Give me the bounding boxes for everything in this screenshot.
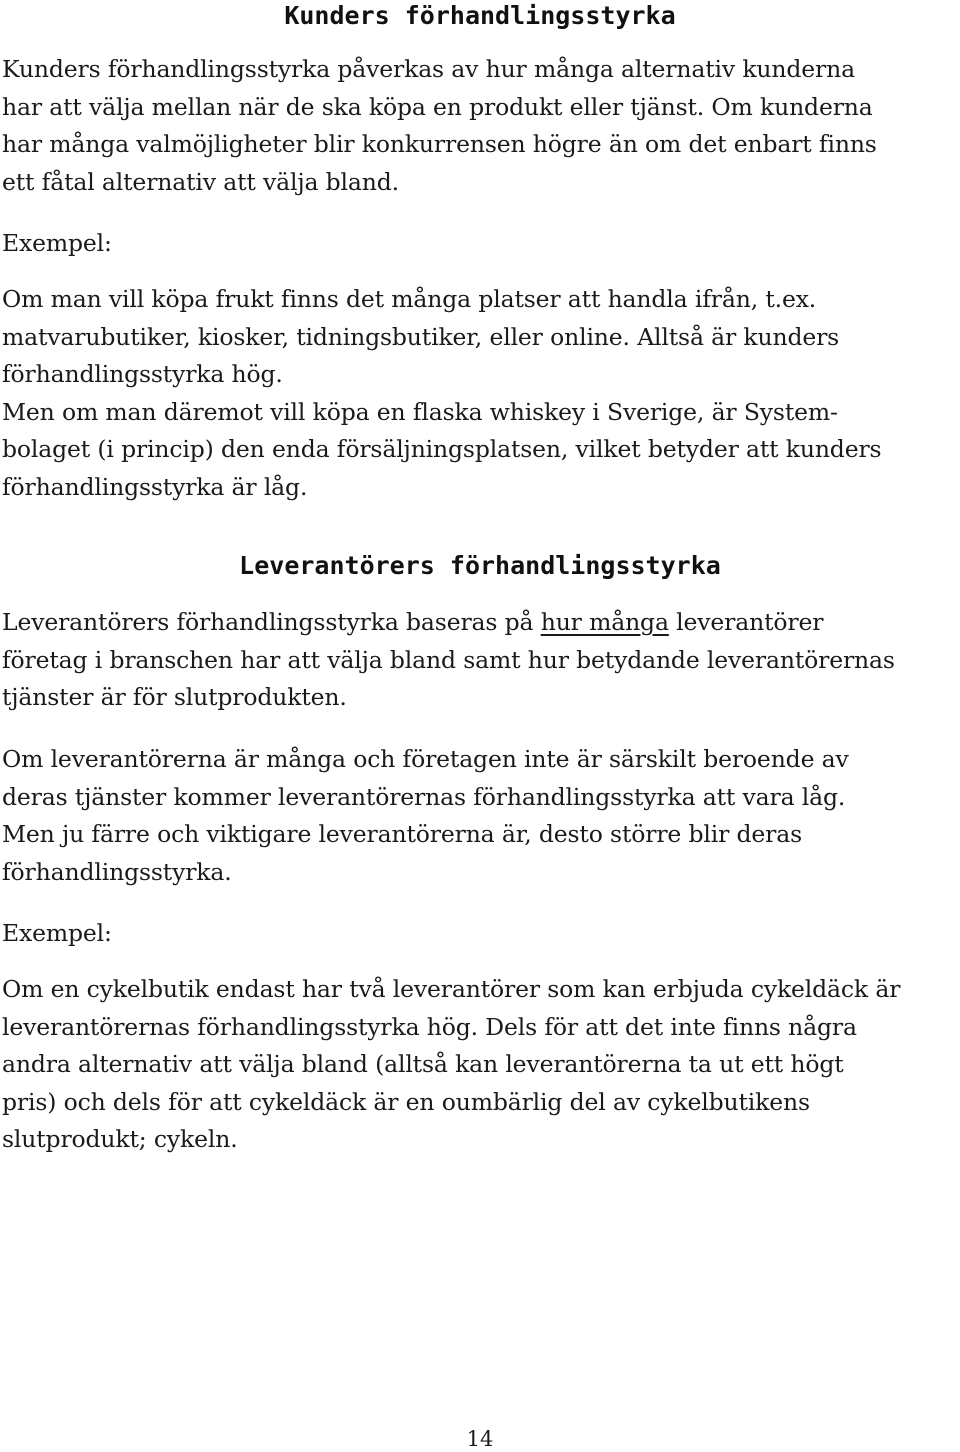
text-line: bolaget (i princip) den enda försäljningsplatsen, vilket betyder att kunders: [2, 435, 882, 464]
text-segment: Leverantörers förhandlingsstyrka baseras på: [2, 608, 541, 636]
example-label-text: Exempel:: [2, 919, 112, 947]
text-line: Om en cykelbutik endast har två leverantörer som kan erbjuda cykeldäck är: [2, 975, 901, 1003]
text-line: har många valmöjligheter blir konkurrensen högre än om det enbart finns: [2, 130, 877, 159]
page-number: 14: [466, 1427, 494, 1451]
paragraph-customer-intro: [2, 51, 957, 201]
text-line: ett fåtal alternativ att välja bland.: [2, 167, 399, 196]
text-line: förhandlingsstyrka.: [2, 857, 232, 886]
text-line: [2, 604, 957, 642]
text-line: deras tjänster kommer leverantörernas förhandlingsstyrka att vara låg.: [2, 782, 846, 811]
text-line: Om man vill köpa frukt finns det många platser att handla ifrån, t.ex.: [2, 285, 817, 313]
text-line: leverantörernas förhandlingsstyrka hög. Dels för att det inte finns några: [2, 1012, 857, 1041]
section-heading-customers: Kunders förhandlingsstyrka: [284, 1, 676, 30]
text-segment: leverantörer: [668, 608, 824, 636]
text-line: andra alternativ att välja bland (alltså kan leverantörerna ta ut ett högt: [2, 1050, 844, 1079]
text-line: företag i branschen har att välja bland samt hur betydande leverantörernas: [2, 645, 895, 674]
paragraph-supplier-body: [2, 741, 957, 891]
text-line: pris) och dels för att cykeldäck är en oumbärlig del av cykelbutikens: [2, 1087, 810, 1116]
text-line: förhandlingsstyrka är låg.: [2, 472, 308, 501]
text-line: förhandlingsstyrka hög.: [2, 360, 283, 389]
text-line: Kunders förhandlingsstyrka påverkas av hur många alternativ kunderna: [2, 55, 855, 83]
text-line: har att välja mellan när de ska köpa en produkt eller tjänst. Om kunderna: [2, 92, 873, 121]
underlined-phrase: hur många: [540, 608, 669, 636]
section-heading-suppliers: Leverantörers förhandlingsstyrka: [239, 551, 721, 580]
text-line: Men om man däremot vill köpa en flaska whiskey i Sverige, är System-: [2, 397, 838, 426]
paragraph-supplier-example: [2, 971, 957, 1159]
example-label: [2, 915, 957, 953]
text-line: tjänster är för slutprodukten.: [2, 683, 347, 712]
text-line: matvarubutiker, kiosker, tidningsbutiker, eller online. Alltså är kunders: [2, 322, 840, 351]
text-line: Om leverantörerna är många och företagen inte är särskilt beroende av: [2, 745, 849, 773]
example-label: [2, 225, 957, 263]
example-label-text: Exempel:: [2, 229, 112, 257]
text-line: Men ju färre och viktigare leverantörerna är, desto större blir deras: [2, 820, 803, 849]
paragraph-customer-example: [2, 281, 957, 507]
paragraph-supplier-intro: [2, 604, 957, 717]
text-line: slutprodukt; cykeln.: [2, 1125, 238, 1154]
